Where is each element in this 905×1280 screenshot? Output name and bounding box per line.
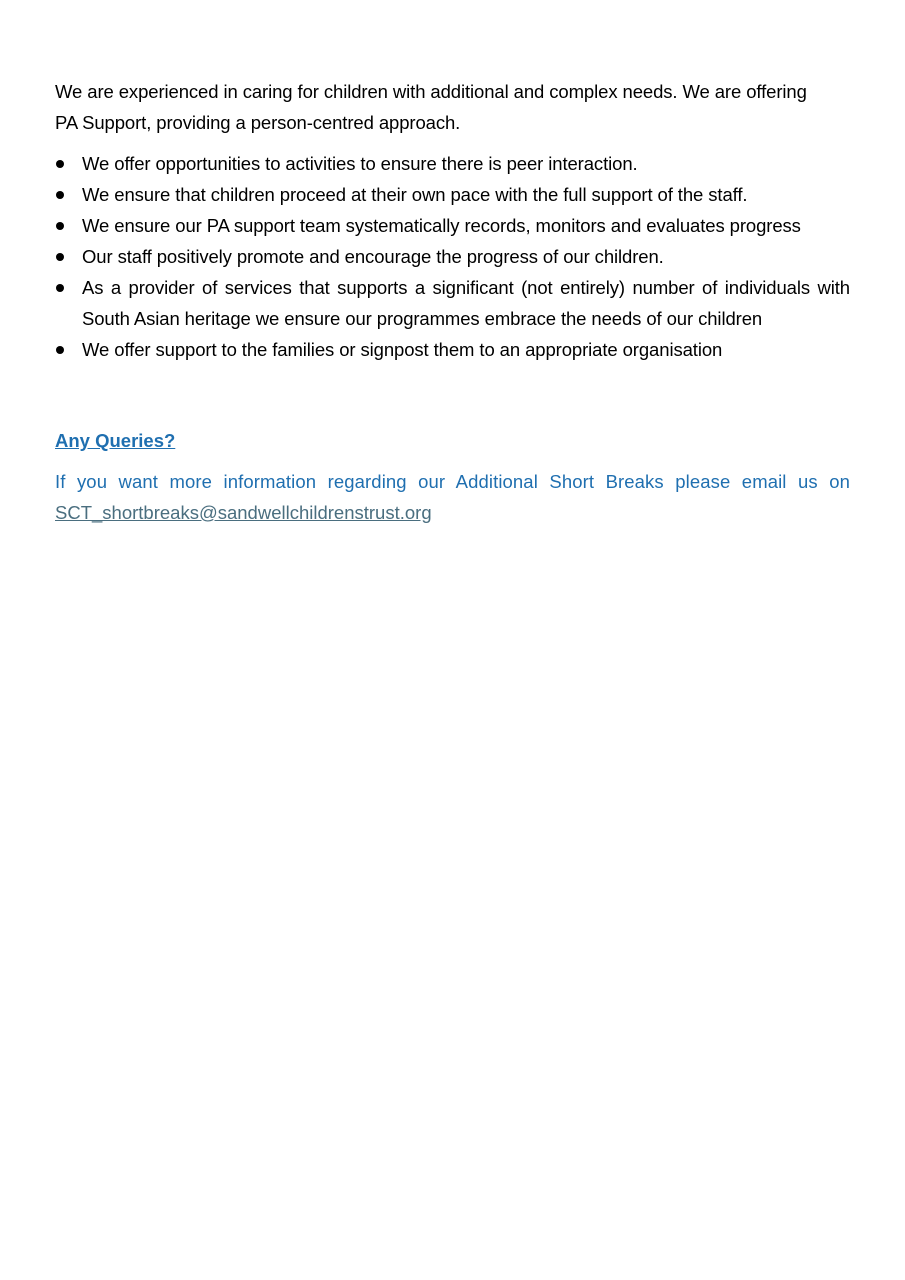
list-item-text: We offer support to the families or signpost them to an appropriate organisation bbox=[82, 339, 723, 360]
list-item bbox=[55, 272, 850, 334]
list-item bbox=[55, 210, 850, 241]
bullet-icon bbox=[56, 346, 64, 354]
intro-line-1: We are experienced in caring for children with additional and complex needs. We are offering bbox=[55, 81, 807, 102]
email-line bbox=[55, 497, 850, 528]
list-item bbox=[55, 334, 850, 365]
bullet-icon bbox=[56, 253, 64, 261]
intro-paragraph bbox=[55, 76, 850, 138]
list-item bbox=[55, 241, 850, 272]
bullet-icon bbox=[56, 222, 64, 230]
list-item bbox=[55, 148, 850, 179]
list-item-text: Our staff positively promote and encourage the progress of our children. bbox=[82, 246, 664, 267]
list-item-text: We offer opportunities to activities to ensure there is peer interaction. bbox=[82, 153, 638, 174]
list-item-text: We ensure that children proceed at their own pace with the full support of the staff. bbox=[82, 184, 748, 205]
bullet-icon bbox=[56, 191, 64, 199]
list-item bbox=[55, 179, 850, 210]
list-item-text: We ensure our PA support team systematically records, monitors and evaluates progress bbox=[82, 215, 801, 236]
services-bullet-list bbox=[55, 148, 850, 365]
email-link[interactable]: SCT_shortbreaks@sandwellchildrenstrust.org bbox=[55, 502, 432, 523]
bullet-icon bbox=[56, 284, 64, 292]
intro-line-2: PA Support, providing a person-centred approach. bbox=[55, 112, 461, 133]
queries-text: If you want more information regarding our Additional Short Breaks please email us on bbox=[55, 471, 850, 492]
list-item-text: As a provider of services that supports a significant (not entirely) number of individuals with South Asian heritage we ensure our programmes embrace the needs of our children bbox=[82, 277, 850, 329]
bullet-icon bbox=[56, 160, 64, 168]
queries-heading: Any Queries? bbox=[55, 430, 176, 451]
document-page bbox=[55, 76, 850, 528]
